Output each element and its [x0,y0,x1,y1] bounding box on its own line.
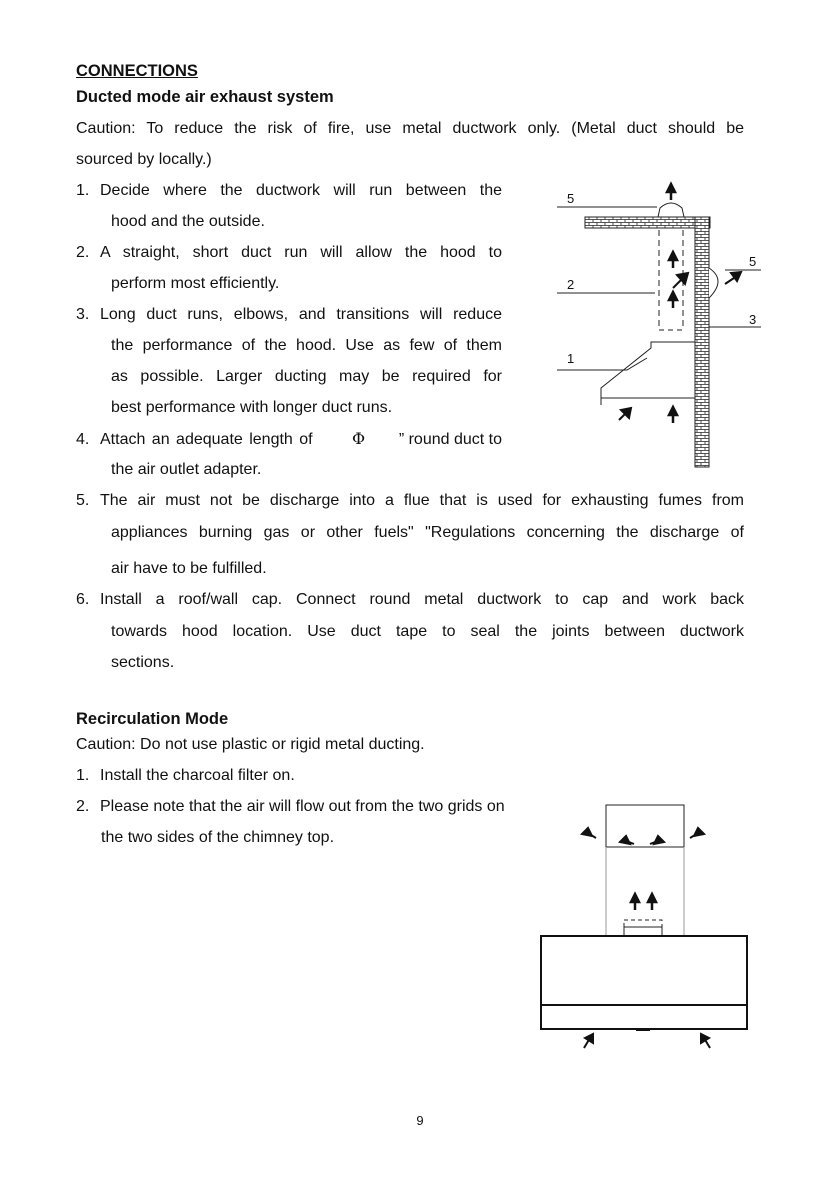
chimney-duct [659,230,683,330]
item-text: A straight, short duct run will allow the hood to [100,244,502,261]
item-text: Install a roof/wall cap. Connect round metal ductwork to cap and work back [100,591,744,608]
page-title: CONNECTIONS [76,62,198,80]
ducted-item-5 [76,492,744,510]
item-text: Decide where the ductwork will run between the [100,182,502,199]
arrow-diagonal-icon [725,272,741,284]
page-number: 9 [416,1113,424,1128]
ceiling-bricks [585,217,710,228]
item-text: The air must not be discharge into a flue that is used for exhausting fumes from [100,492,744,509]
charcoal-filter [624,920,662,927]
arrow-up-icon [669,252,677,268]
arrow-up-icon [667,184,675,200]
arrow-diagonal-icon [619,408,631,420]
label-wall-number: 3 [749,312,757,327]
arrow-up-icon [669,407,677,423]
ducted-item-5-cont-2: air have to be fulfilled. [111,560,267,577]
item-number: 5. [76,492,90,509]
arrow-out-icon [582,828,596,838]
recirc-heading: Recirculation Mode [76,710,229,728]
side-cap [709,268,718,298]
item-number: 4. [76,431,90,448]
ducted-item-6 [76,591,744,609]
chimney-top [606,805,684,847]
item-number: 3. [76,306,90,323]
item-text: Please note that the air will flow out from the two grids on [100,798,505,815]
ducted-item-3 [76,306,502,324]
ducted-item-4-cont: the air outlet adapter. [111,461,262,478]
phi-symbol: Φ [352,429,366,448]
arrow-in-icon [584,1034,593,1048]
recirc-item-1 [76,767,295,785]
hood-body [541,936,747,1029]
ducted-item-5-cont-1: appliances burning gas or other fuels" "Regulations concerning the discharge of [111,524,744,541]
item-number: 1. [76,182,90,199]
arrow-up-icon [648,894,656,910]
ducted-item-4-text-b: ” round duct to [398,431,502,448]
ducted-caution-line2: sourced by locally.) [76,151,212,168]
ducted-item-1-cont: hood and the outside. [111,213,265,230]
label-cap-number: 5 [567,191,575,206]
arrow-diagonal-icon [673,273,688,288]
ducted-item-2 [76,244,502,262]
arrow-out-icon [690,828,704,838]
ducted-heading: Ducted mode air exhaust system [76,88,334,106]
ducted-item-6-cont-2: sections. [111,654,175,671]
item-number: 2. [76,798,90,815]
arrow-up-icon [631,894,639,910]
recirc-item-2 [76,798,505,816]
ducted-item-6-cont-1: towards hood location. Use duct tape to seal the joints between ductwork [111,623,744,640]
ducted-item-3-cont-1: the performance of the hood. Use as few of them [111,337,502,354]
chimney-lower [606,847,684,935]
outlet-adapter [624,927,662,935]
item-text: Long duct runs, elbows, and transitions will reduce [100,306,502,323]
ducted-caution-line1: Caution: To reduce the risk of fire, use metal ductwork only. (Metal duct should be [76,120,744,137]
item-text-a: Attach an adequate length of [100,431,313,448]
ducted-item-2-cont: perform most efficiently. [111,275,280,292]
item-number: 2. [76,244,90,261]
arrow-in-icon [701,1034,710,1048]
label-side-cap-number: 5 [749,254,757,269]
item-number: 6. [76,591,90,608]
ducted-item-3-cont-3: best performance with longer duct runs. [111,399,393,416]
item-number: 1. [76,767,90,784]
ducted-item-1 [76,182,502,200]
label-duct-number: 2 [567,277,575,292]
recirc-item-2-cont: the two sides of the chimney top. [101,829,335,846]
ducted-item-3-cont-2: as possible. Larger ducting may be required for [111,368,502,385]
wall-bricks [695,217,709,467]
recirc-caution: Caution: Do not use plastic or rigid metal ducting. [76,736,425,753]
arrow-up-icon [669,292,677,308]
ducted-diagram [555,180,775,475]
label-hood-number: 1 [567,351,575,366]
item-text: Install the charcoal filter on. [100,767,295,784]
ducted-item-4 [76,431,313,449]
recirc-diagram [538,800,753,1055]
roof-cap [658,203,684,217]
